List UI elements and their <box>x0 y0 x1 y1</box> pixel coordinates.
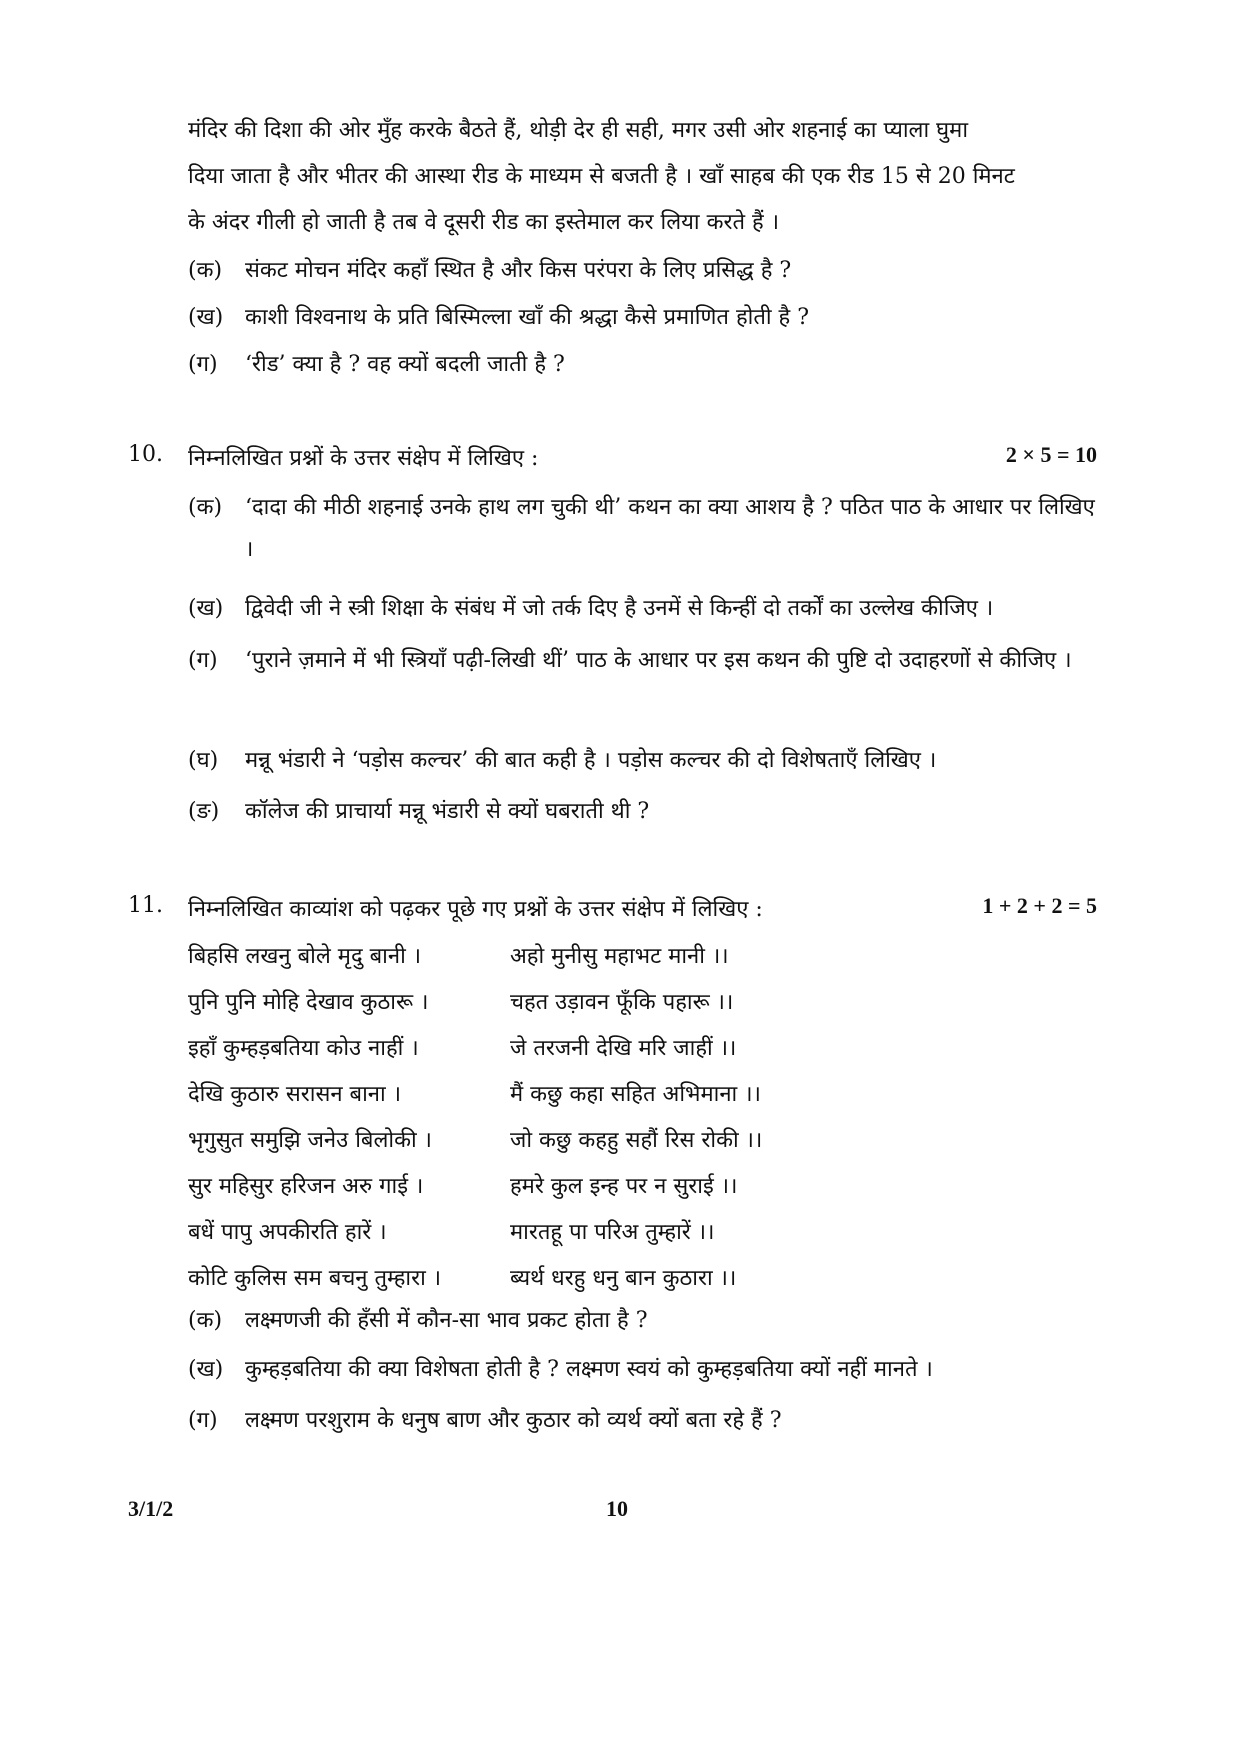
subquestion-label: (क) <box>188 495 223 520</box>
question-11-marks: 1 + 2 + 2 = 5 <box>982 893 1097 918</box>
subquestion-label: (ख) <box>188 596 224 621</box>
subquestion-label: (घ) <box>188 748 219 773</box>
passage-line: मंदिर की दिशा की ओर मुँह करके बैठते हैं, थोड़ी देर ही सही, मगर उसी ओर शहनाई का प्याला घुमा <box>188 118 969 143</box>
verse-line-second-half: मारतहू पा परिअ तुम्हारें ।। <box>510 1220 715 1245</box>
verse-line-first-half: बधें पापु अपकीरति हारें । <box>188 1220 387 1245</box>
passage-line: दिया जाता है और भीतर की आस्था रीड के माध्यम से बजती है । खाँ साहब की एक रीड 15 से 20 मिनट <box>188 164 1015 189</box>
passage-text <box>188 108 1058 246</box>
subquestion-text: द्विवेदी जी ने स्त्री शिक्षा के संबंध में जो तर्क दिए है उनमें से किन्हीं दो तर्कों का उल्लेख कीजिए । <box>245 596 994 621</box>
paper-code: 3/1/2 <box>128 1496 174 1521</box>
subquestion-label: (ग) <box>188 648 218 673</box>
verse-line-second-half: जो कछु कहहु सहौं रिस रोकी ।। <box>510 1128 763 1153</box>
verse-line-first-half: सुर महिसुर हरिजन अरु गाई । <box>188 1174 424 1199</box>
subquestion-text: लक्ष्मण परशुराम के धनुष बाण और कुठार को व्यर्थ क्यों बता रहे हैं ? <box>245 1408 782 1433</box>
verse-line-first-half: इहाँ कुम्हड़बतिया कोउ नाहीं । <box>188 1036 419 1061</box>
verse-line-second-half: जे तरजनी देखि मरि जाहीं ।। <box>510 1036 737 1061</box>
verse-line-second-half: ब्यर्थ धरहु धनु बान कुठारा ।। <box>510 1266 737 1291</box>
subquestion-text: कुम्हड़बतिया की क्या विशेषता होती है ? लक्ष्मण स्वयं को कुम्हड़बतिया क्यों नहीं मानते । <box>245 1357 933 1382</box>
verse-line-second-half: हमरे कुल इन्ह पर न सुराई ।। <box>510 1174 738 1199</box>
subquestion-label: (ग) <box>188 1408 218 1433</box>
subquestion-label: (क) <box>188 1308 223 1333</box>
subquestion-text: लक्ष्मणजी की हँसी में कौन-सा भाव प्रकट होता है ? <box>245 1308 648 1333</box>
question-10-number: 10. <box>128 442 163 467</box>
subquestion-text: संकट मोचन मंदिर कहाँ स्थित है और किस परंपरा के लिए प्रसिद्ध है ? <box>245 258 792 283</box>
subquestion-label: (क) <box>188 258 223 283</box>
verse-line-first-half: भृगुसुत समुझि जनेउ बिलोकी । <box>188 1128 432 1153</box>
subquestion-text: ‘रीड’ क्या है ? वह क्यों बदली जाती है ? <box>245 352 565 377</box>
verse-line-first-half: कोटि कुलिस सम बचनु तुम्हारा । <box>188 1266 442 1291</box>
subquestion-label: (ग) <box>188 352 218 377</box>
question-11-text: निम्नलिखित काव्यांश को पढ़कर पूछे गए प्रश्नों के उत्तर संक्षेप में लिखिए : <box>188 897 763 922</box>
verse-line-second-half: चहत उड़ावन फूँकि पहारू ।। <box>510 990 734 1015</box>
subquestion-text: काशी विश्वनाथ के प्रति बिस्मिल्ला खाँ की श्रद्धा कैसे प्रमाणित होती है ? <box>245 305 810 330</box>
subquestion-text: ‘दादा की मीठी शहनाई उनके हाथ लग चुकी थी’ कथन का क्या आशय है ? पठित पाठ के आधार पर लिखिए । <box>245 495 1095 562</box>
subquestion-text: ‘पुराने ज़माने में भी स्त्रियाँ पढ़ी-लिखी थीं’ पाठ के आधार पर इस कथन की पुष्टि दो उदाहरणों से कीजिए । <box>245 648 1072 673</box>
verse-line-first-half: बिहसि लखनु बोले मृदु बानी । <box>188 944 422 969</box>
verse-line-second-half: मैं कछु कहा सहित अभिमाना ।। <box>510 1082 761 1107</box>
question-10-marks: 2 × 5 = 10 <box>1005 442 1097 467</box>
passage-line: के अंदर गीली हो जाती है तब वे दूसरी रीड का इस्तेमाल कर लिया करते हैं । <box>188 210 780 235</box>
subquestion-label: (ख) <box>188 305 224 330</box>
subquestion-label: (ख) <box>188 1357 224 1382</box>
subquestion-text: मन्नू भंडारी ने ‘पड़ोस कल्चर’ की बात कही है । पड़ोस कल्चर की दो विशेषताएँ लिखिए । <box>245 748 937 773</box>
question-10-text: निम्नलिखित प्रश्नों के उत्तर संक्षेप में लिखिए : <box>188 446 539 471</box>
verse-line-first-half: देखि कुठारु सरासन बाना । <box>188 1082 402 1107</box>
verse-line-second-half: अहो मुनीसु महाभट मानी ।। <box>510 944 729 969</box>
subquestion-label: (ङ) <box>188 799 220 824</box>
verse-line-first-half: पुनि पुनि मोहि देखाव कुठारू । <box>188 990 429 1015</box>
subquestion-text: कॉलेज की प्राचार्या मन्नू भंडारी से क्यों घबराती थी ? <box>245 799 650 824</box>
question-11-number: 11. <box>128 893 163 918</box>
page-number: 10 <box>606 1496 628 1521</box>
